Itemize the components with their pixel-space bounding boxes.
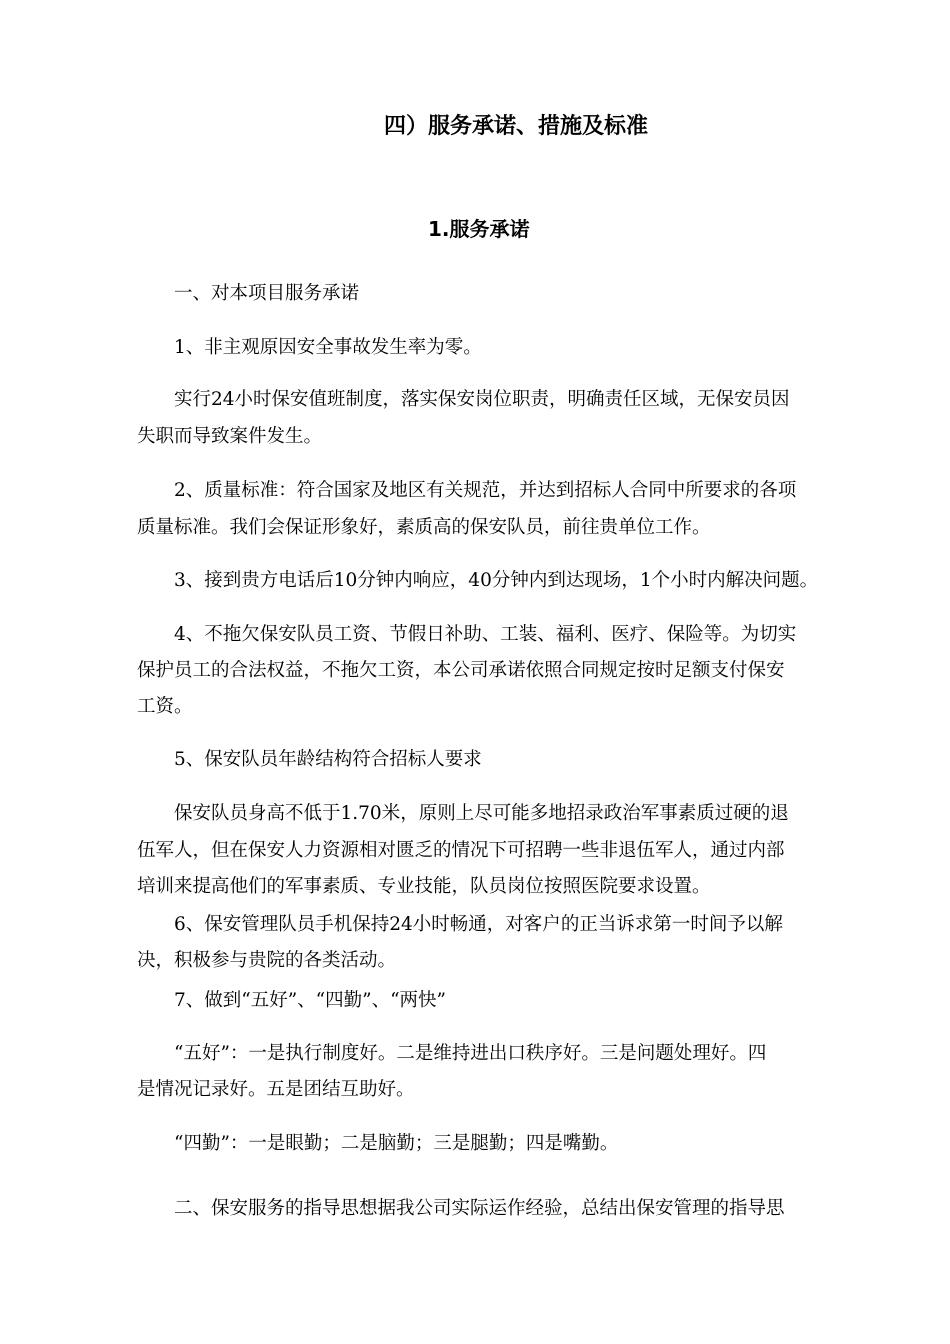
paragraph-line: 培训来提高他们的军事素质、专业技能，队员岗位按照医院要求设置。 xyxy=(137,876,711,897)
paragraph-line: 保安队员身高不低于1.70米，原则上尽可能多地招录政治军事素质过硬的退 xyxy=(174,803,789,824)
paragraph-line: 5、保安队员年龄结构符合招标人要求 xyxy=(174,749,482,770)
paragraph-line: 实行24小时保安值班制度，落实保安岗位职责，明确责任区域，无保安员因 xyxy=(174,389,790,410)
paragraph-line: 是情况记录好。五是团结互助好。 xyxy=(137,1079,415,1100)
paragraph-line: 6、保安管理队员手机保持24小时畅通，对客户的正当诉求第一时间予以解 xyxy=(174,914,783,935)
paragraph-line: “五好”：一是执行制度好。二是维持进出口秩序好。三是问题处理好。四 xyxy=(174,1043,767,1064)
paragraph-line: 失职而导致案件发生。 xyxy=(137,426,323,447)
section-title: 四）服务承诺、措施及标准 xyxy=(384,113,649,139)
paragraph-line: 7、做到“五好”、“四勤”、“两快” xyxy=(174,990,447,1011)
paragraph-line: 一、对本项目服务承诺 xyxy=(174,283,360,304)
paragraph-line: 工资。 xyxy=(137,696,193,717)
paragraph-line: 决，积极参与贵院的各类活动。 xyxy=(137,950,397,971)
paragraph-line: “四勤”：一是眼勤；二是脑勤；三是腿勤；四是嘴勤。 xyxy=(174,1133,619,1154)
subsection-title: 1.服务承诺 xyxy=(428,217,530,241)
paragraph-line: 保护员工的合法权益，不拖欠工资，本公司承诺依照合同规定按时足额支付保安 xyxy=(137,660,785,681)
paragraph-line: 二、保安服务的指导思想据我公司实际运作经验，总结出保安管理的指导思 xyxy=(174,1198,785,1219)
paragraph-line: 2、质量标准：符合国家及地区有关规范，并达到招标人合同中所要求的各项 xyxy=(174,480,797,501)
paragraph-line: 伍军人，但在保安人力资源相对匮乏的情况下可招聘一些非退伍军人，通过内部 xyxy=(137,840,785,861)
paragraph-line: 3、接到贵方电话后10分钟内响应，40分钟内到达现场，1个小时内解决问题。 xyxy=(174,570,819,591)
paragraph-line: 4、不拖欠保安队员工资、节假日补助、工装、福利、医疗、保险等。为切实 xyxy=(174,624,797,645)
paragraph-line: 质量标准。我们会保证形象好，素质高的保安队员，前往贵单位工作。 xyxy=(137,517,711,538)
paragraph-line: 1、非主观原因安全事故发生率为零。 xyxy=(174,337,482,358)
